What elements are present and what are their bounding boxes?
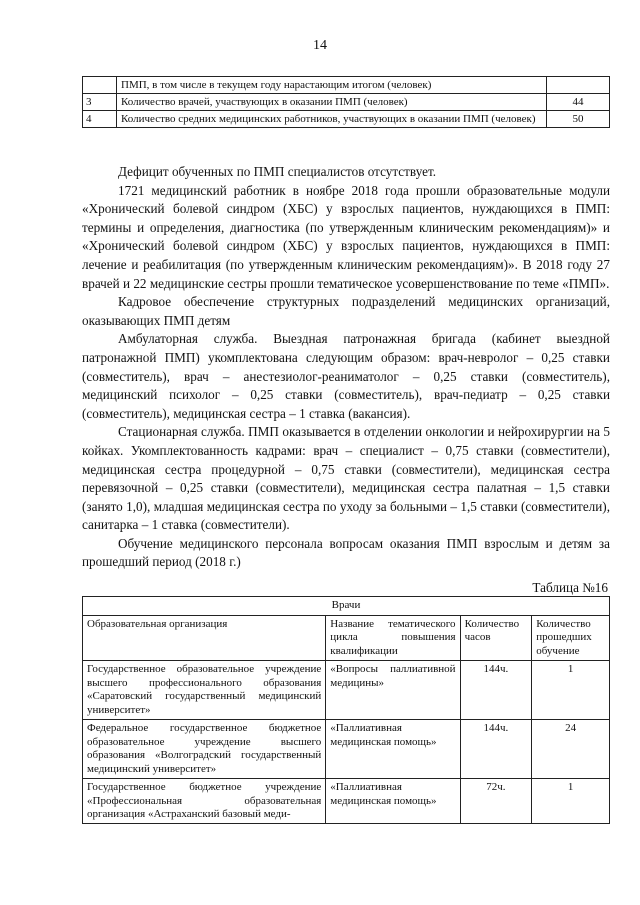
hours-cell: 72ч. bbox=[460, 779, 532, 824]
paragraph: Кадровое обеспечение структурных подразделений медицинских организаций, оказывающих ПМП детям bbox=[82, 294, 610, 328]
row-number bbox=[83, 77, 117, 94]
summary-table bbox=[82, 76, 610, 128]
table-row bbox=[83, 77, 610, 94]
row-value: 50 bbox=[547, 111, 610, 128]
row-text: Количество средних медицинских работников, участвующих в оказании ПМП (человек) bbox=[117, 111, 547, 128]
count-cell: 1 bbox=[532, 661, 610, 720]
org-cell bbox=[83, 779, 326, 824]
row-text: Количество врачей, участвующих в оказании ПМП (человек) bbox=[117, 94, 547, 111]
body-text bbox=[82, 163, 610, 572]
table-header-row bbox=[83, 615, 610, 661]
count-cell: 24 bbox=[532, 720, 610, 779]
table-row bbox=[83, 779, 610, 824]
table-row bbox=[83, 661, 610, 720]
row-value bbox=[547, 77, 610, 94]
org-cell: Государственное образовательное учреждение высшего профессионального образования «Саратовский государственный медицинский университет» bbox=[83, 661, 326, 720]
paragraph: Дефицит обученных по ПМП специалистов отсутствует. bbox=[118, 164, 437, 179]
table-row bbox=[83, 111, 610, 128]
row-number: 4 bbox=[83, 111, 117, 128]
row-number: 3 bbox=[83, 94, 117, 111]
training-table bbox=[82, 596, 610, 824]
column-header: Образовательная организация bbox=[83, 615, 326, 661]
table-caption: Таблица №16 bbox=[532, 580, 608, 595]
group-header: Врачи bbox=[83, 597, 610, 616]
hours-cell: 144ч. bbox=[460, 661, 532, 720]
paragraph: Обучение медицинского персонала вопросам оказания ПМП взрослым и детям за прошедший период (2018 г.) bbox=[82, 535, 610, 570]
table-row bbox=[83, 94, 610, 111]
org-cell: Федеральное государственное бюджетное образовательное учреждение высшего образования «Волгоградский государственный медицинский университет» bbox=[83, 720, 326, 779]
row-value: 44 bbox=[547, 94, 610, 111]
paragraph: 1721 медицинский работник в ноябре 2018 года прошли образовательные модули «Хронический болевой синдром (ХБС) у взрослых пациентов, нуждающихся в ПМП: термины и определения, диагностика (по утвержденным клиническим рекомендациям)» и «Хронический болевой синдром (ХБС) у взрослых пациентов, нуждающихся в ПМП: лечение и реабилитация (по утвержденным клиническим рекомендациям)». В 2018 году 27 врачей и 22 медицинские сестры прошли тематическое усовершенствование по теме «ПМП». bbox=[82, 182, 610, 291]
paragraph: Стационарная служба. ПМП оказывается в отделении онкологии и нейрохирургии на 5 койках. Укомплектованность кадрами: врач – специалист – 0,75 ставки (совместители), медицинская сестра процедурной – 0,75 ставки (совместители), медицинская сестра перевязочной – 0,25 ставки (совместители), медицинская сестра палатная – 1,5 ставки (занято 1,0), младшая медицинская сестра по уходу за больными – 1,5 ставки (совместители), санитарка – 1 ставка (совместители). bbox=[82, 424, 610, 533]
column-header: Количество часов bbox=[460, 615, 532, 661]
cycle-cell: «Паллиативная медицинская помощь» bbox=[326, 779, 460, 824]
column-header: Название тематического цикла повышения квалификации bbox=[326, 615, 460, 661]
table-row bbox=[83, 720, 610, 779]
hours-cell: 144ч. bbox=[460, 720, 532, 779]
table-group-header-row bbox=[83, 597, 610, 616]
paragraph: Амбулаторная служба. Выездная патронажная бригада (кабинет выездной патронажной ПМП) укомплектована следующим образом: врач-невролог – 0,25 ставки (совместитель), врач – анестезиолог-реаниматолог – 0,25 ставки (совместитель), медицинский психолог – 0,25 ставки (совместитель), врач-педиатр – 0,25 ставки (совместитель), медицинская сестра – 1 ставка (вакансия). bbox=[82, 331, 610, 421]
row-text: ПМП, в том числе в текущем году нарастающим итогом (человек) bbox=[117, 77, 547, 94]
cycle-cell: «Паллиативная медицинская помощь» bbox=[326, 720, 460, 779]
cycle-cell: «Вопросы паллиативной медицины» bbox=[326, 661, 460, 720]
org-cell-text: Государственное бюджетное учреждение «Профессиональная образовательная организация «Астраханский базовый меди- bbox=[87, 781, 322, 820]
page-number: 14 bbox=[313, 38, 327, 53]
count-cell: 1 bbox=[532, 779, 610, 824]
column-header: Количество прошедших обучение bbox=[532, 615, 610, 661]
